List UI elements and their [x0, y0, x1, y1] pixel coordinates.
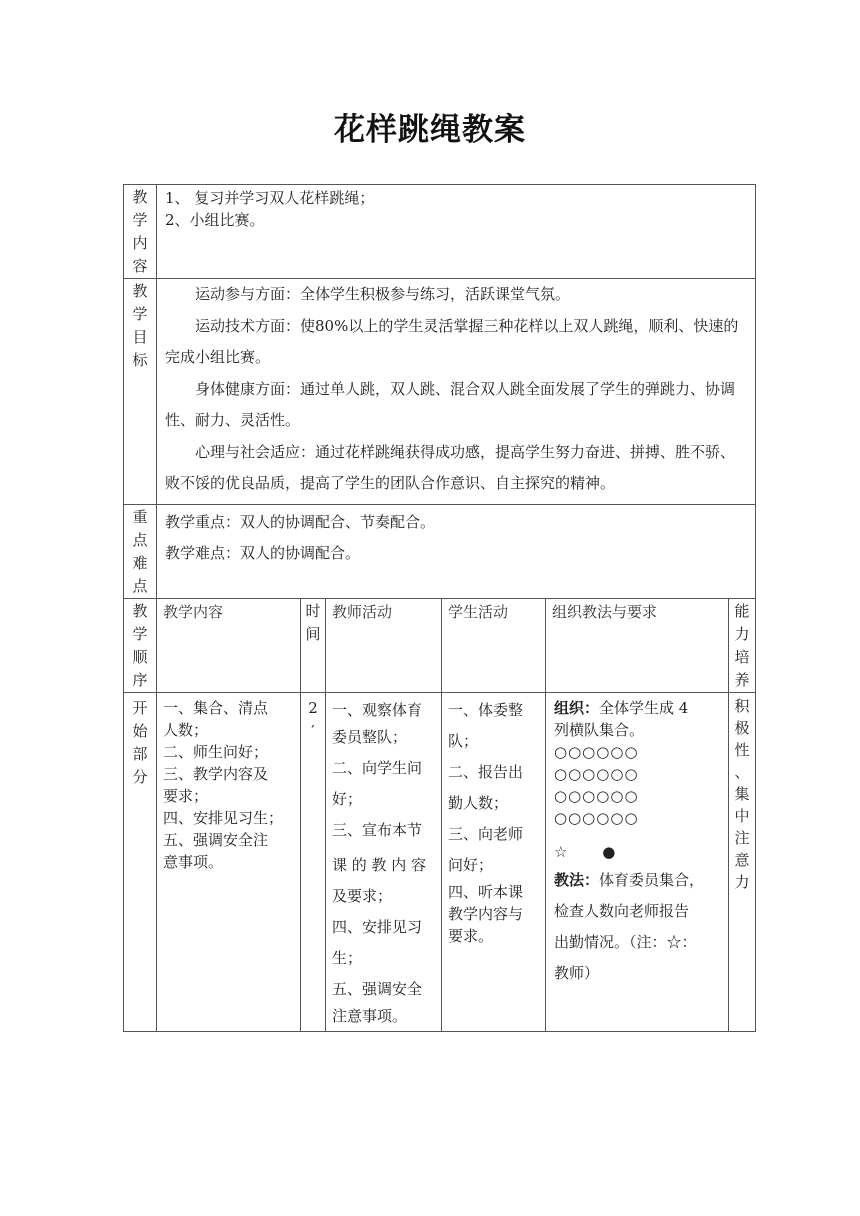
- formation-diagram: [554, 741, 724, 829]
- section-label: 开 始 部 分: [124, 692, 157, 1031]
- formation-row: ○○○○○○: [554, 786, 639, 805]
- teacher-star-icon: ☆: [554, 842, 568, 861]
- leader-dot-icon: ●: [602, 842, 616, 861]
- lesson-plan-table: [123, 184, 756, 1032]
- method-label: 教法：: [554, 870, 600, 889]
- header-time: 时 间: [301, 598, 326, 692]
- student-activities: 一、体委整 队； 二、报告出 勤人数； 三、向老师 问好； 四、听本课 教学内容与 要求。: [442, 692, 546, 1031]
- content-item: 2、小组比赛。: [165, 211, 265, 229]
- formation-row: ○○○○○○: [554, 764, 639, 783]
- header-row: [124, 598, 756, 692]
- header-student: 学生活动: [442, 598, 546, 692]
- opening-section-row: [124, 692, 756, 1031]
- header-teacher: 教师活动: [326, 598, 442, 692]
- formation-row: ○○○○○○: [554, 808, 639, 827]
- key-point: 教学难点：双人的协调配合。: [165, 543, 361, 562]
- teacher-activities: 一、观察体育 委员整队； 二、向学生问 好； 三、宣布本节 课 的 教 内 容 及要求； 四、安排见习 生； 五、强调安全 注意事项。: [326, 692, 442, 1031]
- section-time: 2 ′: [301, 692, 326, 1031]
- formation-row: ○○○○○○: [554, 742, 639, 761]
- organization-method: 组织：全体学生成 4 列横队集合。 ○○○○○○ ○○○○○○ ○○○○○○ ○○○○○○ ☆ ● 教法：体育委员集合， 检查人数向老师报告 出勤情况。（注：☆： 教师）: [546, 692, 729, 1031]
- objectives-label: 教 学 目 标: [124, 279, 157, 505]
- key-points-text: [157, 504, 756, 598]
- objective-paragraph: 心理与社会适应：通过花样跳绳获得成功感，提高学生努力奋进、拼搏、胜不骄、败不馁的优良品质，提高了学生的团队合作意识、自主探究的精神。: [165, 442, 736, 492]
- key-point: 教学重点：双人的协调配合、节奏配合。: [165, 512, 436, 531]
- objectives-row: [124, 279, 756, 505]
- ability-cultivation: 积 极 性 、 集 中 注 意 力: [729, 692, 756, 1031]
- objectives-text: [157, 279, 756, 505]
- content-item: 1、 复习并学习双人花样跳绳；: [165, 189, 375, 207]
- objective-paragraph: 身体健康方面：通过单人跳，双人跳、混合双人跳全面发展了学生的弹跳力、协调性、耐力、灵活性。: [165, 379, 736, 429]
- section-content: 一、集合、清点 人数； 二、师生问好； 三、教学内容及 要求； 四、安排见习生； 五、强调安全注 意事项。: [157, 692, 301, 1031]
- key-points-label: 重 点 难 点: [124, 504, 157, 598]
- page-title: 花样跳绳教案: [334, 112, 526, 148]
- objective-paragraph: 运动技术方面：使80%以上的学生灵活掌握三种花样以上双人跳绳，顺利、快速的完成小组比赛。: [165, 316, 739, 366]
- content-label: 教 学 内 容: [124, 185, 157, 279]
- header-content: 教学内容: [157, 598, 301, 692]
- header-sequence: 教 学 顺 序: [124, 598, 157, 692]
- objective-paragraph: 运动参与方面：全体学生积极参与练习，活跃课堂气氛。: [195, 285, 571, 303]
- formation-legend: [554, 839, 724, 865]
- key-points-row: [124, 504, 756, 598]
- header-ability: 能 力 培 养: [729, 598, 756, 692]
- content-row: [124, 185, 756, 279]
- teaching-method: 教法：体育委员集合， 检查人数向老师报告 出勤情况。（注：☆： 教师）: [554, 870, 705, 982]
- content-items: [157, 185, 756, 279]
- header-organization: 组织教法与要求: [546, 598, 729, 692]
- org-label: 组织：: [554, 698, 600, 717]
